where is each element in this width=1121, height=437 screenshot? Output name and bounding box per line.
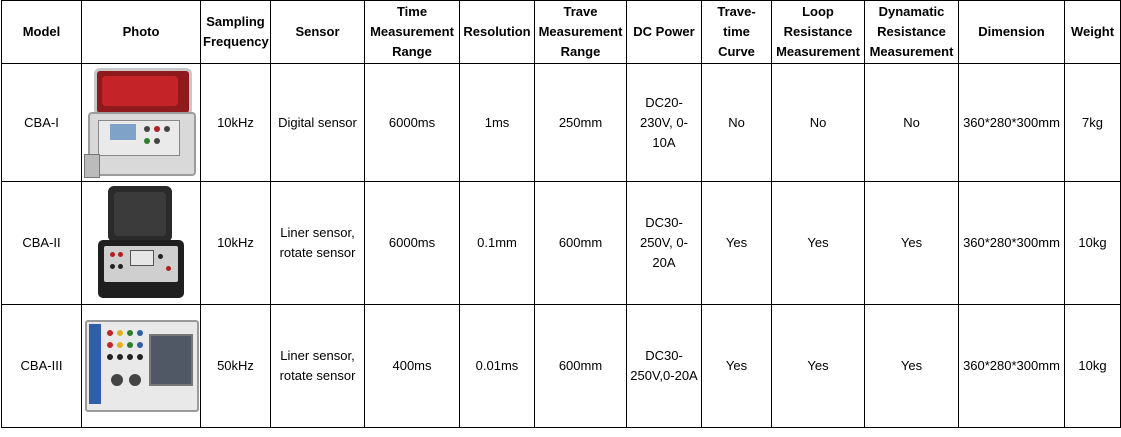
header-trave-time-curve: Trave-time Curve: [702, 1, 772, 64]
header-dimension: Dimension: [959, 1, 1065, 64]
cell-sensor: Liner sensor, rotate sensor: [271, 305, 365, 428]
cell-sensor: Liner sensor, rotate sensor: [271, 182, 365, 305]
header-weight: Weight: [1065, 1, 1121, 64]
cell-resolution: 0.1mm: [460, 182, 535, 305]
cell-loop-resistance: Yes: [772, 182, 865, 305]
cell-trave-measurement-range: 250mm: [535, 64, 627, 182]
cell-dc-power: DC30-250V, 0-20A: [627, 182, 702, 305]
table-row: [2, 305, 1121, 428]
cell-trave-time-curve: Yes: [702, 305, 772, 428]
header-model: Model: [2, 1, 82, 64]
cell-dimension: 360*280*300mm: [959, 305, 1065, 428]
cell-photo: [82, 64, 201, 182]
cell-weight: 10kg: [1065, 182, 1121, 305]
product-photo-cba-i: [84, 66, 200, 180]
header-dynamic-resistance: Dynamatic Resistance Measurement: [865, 1, 959, 64]
cell-weight: 10kg: [1065, 305, 1121, 428]
header-trave-measurement-range: Trave Measurement Range: [535, 1, 627, 64]
cell-dynamic-resistance: Yes: [865, 305, 959, 428]
cell-dc-power: DC30-250V,0-20A: [627, 305, 702, 428]
cell-time-measurement-range: 6000ms: [365, 182, 460, 305]
cell-trave-measurement-range: 600mm: [535, 305, 627, 428]
cell-dc-power: DC20-230V, 0-10A: [627, 64, 702, 182]
cell-trave-time-curve: No: [702, 64, 772, 182]
cell-trave-time-curve: Yes: [702, 182, 772, 305]
cell-photo: [82, 305, 201, 428]
spec-table: [1, 0, 1121, 428]
cell-model: CBA-III: [2, 305, 82, 428]
table-row: [2, 182, 1121, 305]
cell-sampling-frequency: 10kHz: [201, 64, 271, 182]
cell-photo: [82, 182, 201, 305]
cell-trave-measurement-range: 600mm: [535, 182, 627, 305]
cell-resolution: 0.01ms: [460, 305, 535, 428]
header-dc-power: DC Power: [627, 1, 702, 64]
header-time-measurement-range: Time Measurement Range: [365, 1, 460, 64]
cell-dimension: 360*280*300mm: [959, 182, 1065, 305]
header-sensor: Sensor: [271, 1, 365, 64]
header-loop-resistance: Loop Resistance Measurement: [772, 1, 865, 64]
header-row: [2, 1, 1121, 64]
cell-sampling-frequency: 10kHz: [201, 182, 271, 305]
header-resolution: Resolution: [460, 1, 535, 64]
cell-model: CBA-II: [2, 182, 82, 305]
cell-sensor: Digital sensor: [271, 64, 365, 182]
product-photo-cba-iii: [85, 318, 197, 414]
header-photo: Photo: [82, 1, 201, 64]
product-photo-cba-ii: [96, 184, 186, 302]
cell-time-measurement-range: 6000ms: [365, 64, 460, 182]
cell-dimension: 360*280*300mm: [959, 64, 1065, 182]
cell-loop-resistance: Yes: [772, 305, 865, 428]
cell-weight: 7kg: [1065, 64, 1121, 182]
cell-loop-resistance: No: [772, 64, 865, 182]
cell-model: CBA-I: [2, 64, 82, 182]
cell-sampling-frequency: 50kHz: [201, 305, 271, 428]
header-sampling-frequency: Sampling Frequency: [201, 1, 271, 64]
cell-time-measurement-range: 400ms: [365, 305, 460, 428]
cell-resolution: 1ms: [460, 64, 535, 182]
cell-dynamic-resistance: No: [865, 64, 959, 182]
cell-dynamic-resistance: Yes: [865, 182, 959, 305]
table-row: [2, 64, 1121, 182]
